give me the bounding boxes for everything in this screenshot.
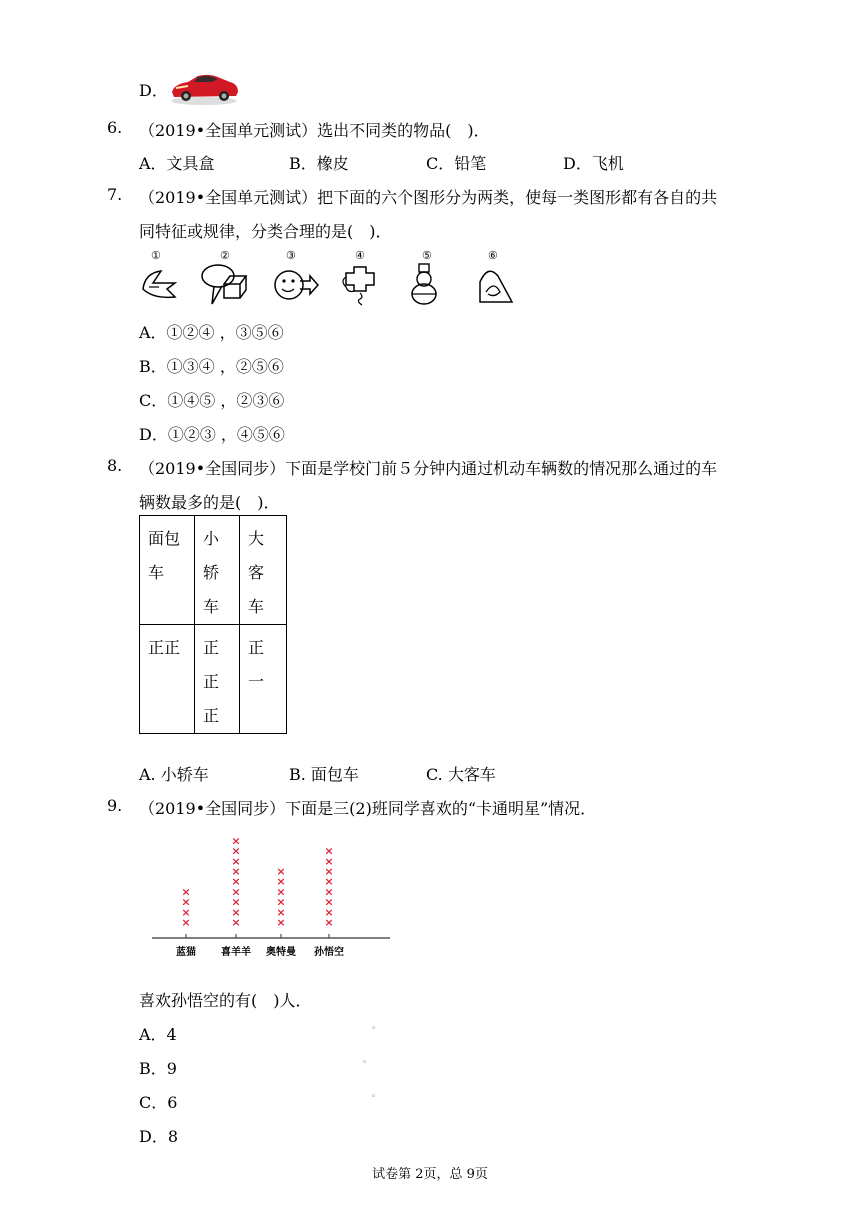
q8-option-a[interactable]: A. 小轿车 <box>139 765 209 784</box>
q7-option-d[interactable]: D．①②③ ，④⑤⑥ <box>139 425 285 444</box>
pictograph-mark: × <box>231 895 241 909</box>
shape-label-3: ③ <box>286 249 296 262</box>
pictograph-mark: × <box>231 854 241 868</box>
header-cell-car: 小轿车 <box>195 516 240 625</box>
q7-stem-line1: （2019•全国单元测试）把下面的六个图形分为两类，使每一类图形都有各自的共 <box>139 188 718 207</box>
pictograph-mark: × <box>324 905 334 919</box>
stray-dot: ◦ <box>371 1024 377 1034</box>
pictograph-mark: × <box>231 838 241 848</box>
shape-6-figure <box>474 262 516 306</box>
pictograph-mark: × <box>276 905 286 919</box>
pictograph-mark: × <box>324 854 334 868</box>
q9-option-a[interactable]: A．4 <box>139 1025 177 1044</box>
q6-option-c[interactable]: C．铅笔 <box>426 154 487 173</box>
pictograph-mark: × <box>181 905 191 919</box>
pictograph-mark: × <box>231 916 241 929</box>
tally-cell-minibus: 正正 <box>140 625 195 734</box>
pictograph-mark: × <box>276 895 286 909</box>
q9-question: 喜欢孙悟空的有( )人． <box>139 991 312 1010</box>
q9-number: 9. <box>107 796 123 815</box>
pictograph-mark: × <box>324 885 334 899</box>
tally-table <box>139 515 287 734</box>
shape-3-figure <box>272 265 320 305</box>
stray-dot: ◦ <box>362 1058 368 1068</box>
category-label: 孙悟空 <box>314 947 344 958</box>
pictograph-mark: × <box>181 885 191 899</box>
q8-option-c[interactable]: C. 大客车 <box>426 765 496 784</box>
shape-1-figure <box>139 265 179 303</box>
tally-cell-car: 正正正 <box>195 625 240 734</box>
q8-number: 8. <box>107 456 123 475</box>
header-cell-bus: 大客车 <box>240 516 287 625</box>
shape-label-1: ① <box>151 249 161 262</box>
q6-number: 6. <box>107 118 123 137</box>
q5-option-d[interactable]: D． <box>139 81 168 100</box>
pictograph-mark: × <box>181 916 191 929</box>
pictograph-mark: × <box>324 875 334 889</box>
shape-label-4: ④ <box>355 249 365 262</box>
q7-stem-line2: 同特征或规律，分类合理的是( )． <box>139 222 392 241</box>
pictograph-mark: × <box>276 865 286 878</box>
q7-option-a[interactable]: A．①②④ ，③⑤⑥ <box>139 323 284 342</box>
pictograph-mark: × <box>324 916 334 929</box>
shape-label-5: ⑤ <box>422 249 432 262</box>
pictograph-mark: × <box>324 844 334 858</box>
cartoon-star-pictograph <box>150 838 395 964</box>
tally-header-row <box>140 516 287 625</box>
pictograph-mark: × <box>324 895 334 909</box>
tally-cell-bus: 正一 <box>240 625 287 734</box>
pictograph-mark: × <box>231 905 241 919</box>
q7-option-b[interactable]: B．①③④ ，②⑤⑥ <box>139 357 284 376</box>
pictograph-mark: × <box>324 865 334 878</box>
q6-option-b[interactable]: B．橡皮 <box>289 154 349 173</box>
pictograph-mark: × <box>276 885 286 899</box>
q9-stem: （2019•全国同步）下面是三(2)班同学喜欢的“卡通明星”情况． <box>139 799 597 818</box>
tally-value-row <box>140 625 287 734</box>
stray-dot: ◦ <box>371 1092 377 1102</box>
pictograph-mark: × <box>231 875 241 889</box>
shape-2-figure <box>200 262 248 308</box>
shape-5-figure <box>406 262 442 308</box>
header-cell-minibus: 面包车 <box>140 516 195 625</box>
shape-label-6: ⑥ <box>488 249 498 262</box>
q6-option-a[interactable]: A．文具盒 <box>139 154 215 173</box>
q9-option-d[interactable]: D．8 <box>139 1127 179 1146</box>
pictograph-mark: × <box>181 895 191 909</box>
shape-4-figure <box>340 263 382 307</box>
q7-option-c[interactable]: C．①④⑤ ，②③⑥ <box>139 391 285 410</box>
pictograph-mark: × <box>276 875 286 889</box>
category-label: 蓝猫 <box>176 947 196 958</box>
pictograph-mark: × <box>231 844 241 858</box>
q6-stem: （2019•全国单元测试）选出不同类的物品( )． <box>139 121 490 140</box>
pictograph-mark: × <box>231 885 241 899</box>
pictograph-mark: × <box>276 916 286 929</box>
q8-stem-line1: （2019•全国同步）下面是学校门前５分钟内通过机动车辆数的情况那么通过的车 <box>139 459 718 478</box>
red-car-image <box>168 68 240 106</box>
pictograph-mark: × <box>231 865 241 878</box>
page-footer: 试卷第 2页，总 9页 <box>372 1167 488 1182</box>
q8-stem-line2: 辆数最多的是( )． <box>139 493 280 512</box>
category-label: 奥特曼 <box>266 947 296 958</box>
q8-option-b[interactable]: B. 面包车 <box>289 765 359 784</box>
category-label: 喜羊羊 <box>221 947 251 958</box>
q9-option-b[interactable]: B．9 <box>139 1059 177 1078</box>
shape-label-2: ② <box>220 249 230 262</box>
q9-option-c[interactable]: C．6 <box>139 1093 178 1112</box>
q7-number: 7. <box>107 185 123 204</box>
q6-option-d[interactable]: D．飞机 <box>563 154 624 173</box>
